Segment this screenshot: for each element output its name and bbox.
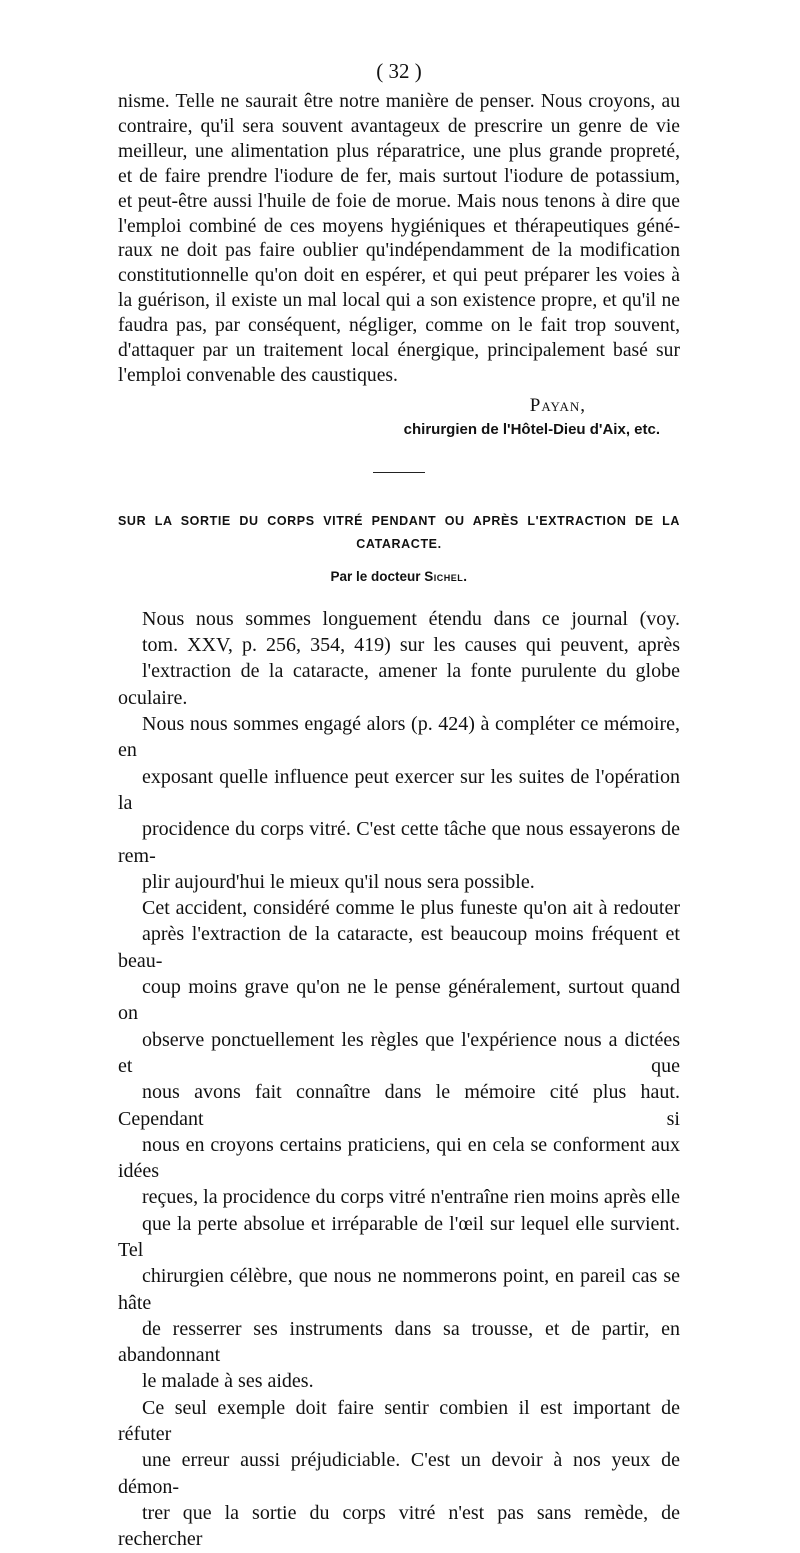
text-line: Nous nous sommes engagé alors (p. 424) à compléter ce mémoire, en: [118, 713, 680, 762]
text-line: exposant quelle influence peut exercer sur les suites de l'opération la: [118, 765, 680, 814]
text-line: chirurgien célèbre, que nous ne nommerons point, en pareil cas se hâte: [118, 1265, 680, 1314]
text-line: constitutionnelle qu'on doit en espérer, et qui peut préparer les voies à: [118, 265, 680, 287]
text-line: l'extraction de la cataracte, amener la fonte purulente du globe oculaire.: [118, 660, 680, 709]
text-line: procidence du corps vitré. C'est cette tâche que nous essayerons de rem-: [118, 818, 680, 867]
paragraph: [118, 1395, 680, 1553]
heading-line: SUR LA SORTIE DU CORPS VITRÉ PENDANT OU APRÈS L'EXTRACTION DE LA: [118, 513, 680, 528]
text-line: observe ponctuellement les règles que l'expérience nous a dictées et que: [118, 1028, 680, 1077]
text-line: plir aujourd'hui le mieux qu'il nous sera possible.: [142, 870, 535, 893]
text-line: que la perte absolue et irréparable de l'œil sur lequel elle survient. Tel: [118, 1212, 680, 1261]
text-line: Cet accident, considéré comme le plus funeste qu'on ait à redouter: [142, 897, 680, 920]
page-number: ( 32 ): [376, 59, 422, 83]
article-heading: [118, 510, 680, 556]
text-line: nisme. Telle ne saurait être notre manière de penser. Nous croyons, au: [118, 91, 680, 112]
signature: [118, 393, 680, 442]
heading-line: CATARACTE.: [356, 536, 442, 551]
byline-prefix: Par le docteur: [330, 568, 421, 584]
text-line: coup moins grave qu'on ne le pense généralement, surtout quand on: [118, 976, 680, 1025]
signature-title: chirurgien de l'Hôtel-Dieu d'Aix, etc.: [403, 420, 660, 438]
text-line: de resserrer ses instruments dans sa trousse, et de partir, en abandonnant: [118, 1317, 680, 1367]
section-divider: [373, 472, 425, 473]
signature-name: Payan,: [529, 394, 586, 416]
article-body: [118, 606, 680, 1553]
page: [118, 58, 680, 1553]
paragraph: [118, 606, 680, 895]
article-byline: [118, 566, 680, 588]
text-line: la guérison, il existe un mal local qui a son existence propre, et qu'il ne: [118, 290, 680, 312]
text-line: et de faire prendre l'iodure de fer, mais surtout l'iodure de potassium,: [118, 165, 680, 187]
text-line: l'emploi convenable des caustiques.: [118, 364, 398, 386]
text-line: après l'extraction de la cataracte, est beaucoup moins fréquent et beau-: [118, 923, 680, 972]
byline-author: Sichel.: [424, 568, 468, 584]
text-line: Nous nous sommes longuement étendu dans ce journal (voy.: [142, 607, 680, 630]
paragraph: [118, 895, 680, 1395]
text-line: l'emploi combiné de ces moyens hygiéniques et thérapeutiques géné-: [118, 215, 680, 237]
text-line: reçues, la procidence du corps vitré n'entraîne rien moins après elle: [142, 1186, 680, 1209]
text-line: contraire, qu'il sera souvent avantageux de prescrire un genre de vie: [118, 115, 680, 137]
text-line: meilleur, une alimentation plus réparatrice, une plus grande propreté,: [118, 140, 680, 162]
text-line: d'attaquer par un traitement local énergique, principalement basé sur: [118, 340, 680, 362]
text-line: Ce seul exemple doit faire sentir combien il est important de réfuter: [118, 1396, 680, 1446]
text-line: et peut-être aussi l'huile de foie de morue. Mais nous tenons à dire que: [118, 190, 680, 212]
text-line: nous en croyons certains praticiens, qui en cela se conforment aux idées: [118, 1133, 680, 1183]
text-line: faudra pas, par conséquent, négliger, comme on le fait trop souvent,: [118, 315, 680, 337]
text-line: trer que la sortie du corps vitré n'est pas sans remède, de rechercher: [118, 1501, 680, 1551]
continued-paragraph: [118, 90, 680, 389]
text-line: nous avons fait connaître dans le mémoire cité plus haut. Cependant si: [118, 1081, 680, 1130]
text-line: tom. XXV, p. 256, 354, 419) sur les causes qui peuvent, après: [142, 634, 680, 657]
text-line: raux ne doit pas faire oublier qu'indépendamment de la modification: [118, 240, 680, 262]
text-line: le malade à ses aides.: [142, 1370, 314, 1393]
text-line: une erreur aussi préjudiciable. C'est un devoir à nos yeux de démon-: [118, 1449, 680, 1498]
